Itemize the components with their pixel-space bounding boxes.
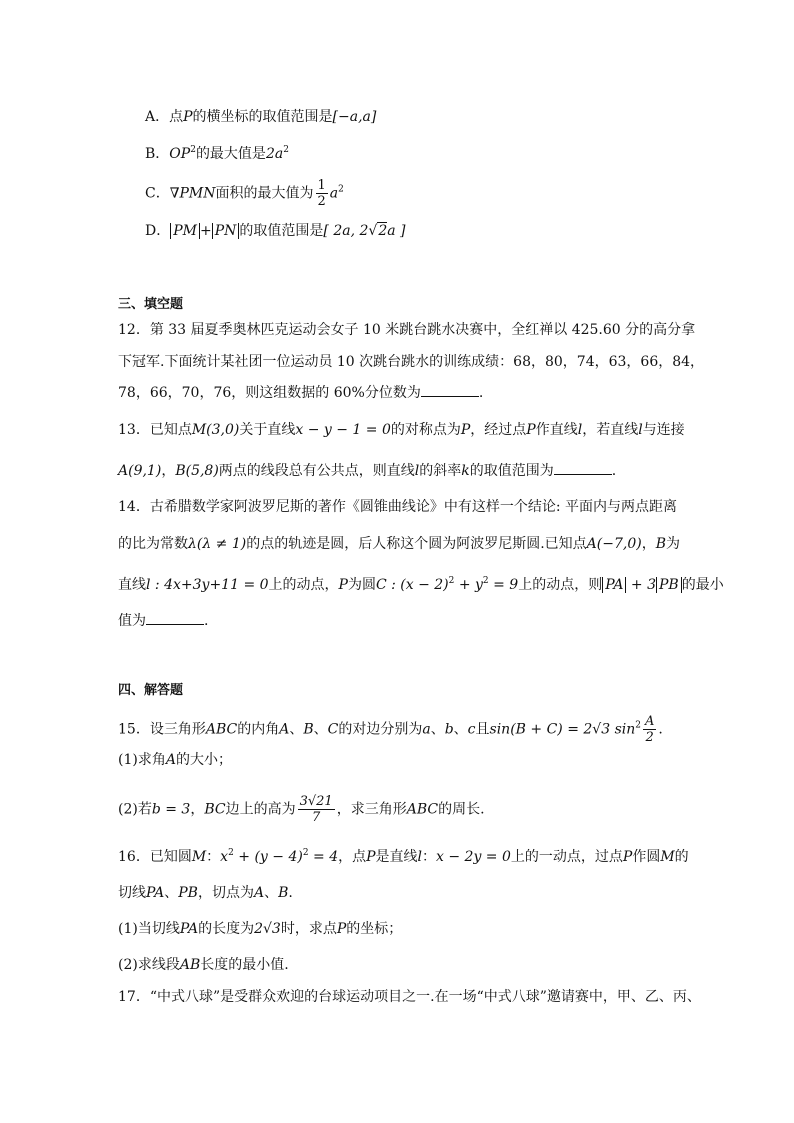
q14-line2: 的比为常数λ(λ ≠ 1)的点的轨迹是圆，后人称这个圆为阿波罗尼斯圆.已知点A(−7,0)，B为 <box>118 536 680 552</box>
answer-blank[interactable] <box>421 384 479 397</box>
q12-line3: 78，66，70，76，则这组数据的 60%分位数为 . <box>118 385 484 401</box>
q14-line1: 14．古希腊数学家阿波罗尼斯的著作《圆锥曲线论》中有这样一个结论: 平面内与两点距离 <box>118 499 677 515</box>
q13-line1: 13．已知点M(3,0)关于直线x − y − 1 = 0的对称点为P，经过点P作直线l，若直线l与连接 <box>118 422 685 438</box>
fraction: $\frac{3√21}{7}$ <box>299 794 333 825</box>
option-c[interactable]: C．∇PMN面积的最大值为 $\frac{1}{2}$ $a^2$ <box>145 178 344 209</box>
fraction: $\frac{1}{2}$ <box>317 178 326 209</box>
q13-line2: A(9,1)，B(5,8)两点的线段总有公共点，则直线l的斜率k的取值范围为 . <box>118 463 617 479</box>
q12-line2: 下冠军.下面统计某社团一位运动员 10 次跳台跳水的训练成绩：68，80，74，63，66，84， <box>118 354 705 370</box>
option-b[interactable]: B．$OP^2$的最大值是$2a^2$ <box>145 145 289 162</box>
q15-line1: 15．设三角形ABC的内角A、B、C的对边分别为a、b、c且sin(B + C) = 2√3 $\sin^2$ $\frac{A}{2}$ . <box>118 714 663 745</box>
q16-line2: 切线PA、PB，切点为A、B. <box>118 885 293 901</box>
answer-blank[interactable] <box>554 462 612 475</box>
q14-line3: 直线l : 4x+3y+11 = 0上的动点，P为圆C : $(x - 2)^2 + y^2 = 9$上的动点，则 PA + 3 PB 的最小 <box>118 576 724 593</box>
q15-part2: (2)若b = 3，BC边上的高为 $\frac{3√21}{7}$ ，求三角形ABC的周长. <box>118 794 485 825</box>
q16-part1: (1)当切线PA的长度为2√3时，求点P的坐标； <box>118 921 403 937</box>
fraction: $\frac{A}{2}$ <box>644 714 655 745</box>
section-title-answer: 四、解答题 <box>118 683 184 698</box>
q16-part2: (2)求线段AB长度的最小值. <box>118 957 289 973</box>
option-a[interactable]: A．点P的横坐标的取值范围是[−a,a] <box>145 109 377 125</box>
q12-line1: 12．第 33 届夏季奥林匹克运动会女子 10 米跳台跳水决赛中，全红禅以 425.60 分的高分拿 <box>118 322 696 338</box>
q16-line1: 16．已知圆M：$x^2 + (y - 4)^2 = 4$，点P是直线l：x − 2y = 0上的一动点，过点P作圆M的 <box>118 848 689 865</box>
q15-part1: (1)求角A的大小； <box>118 752 232 768</box>
q14-line4: 值为 . <box>118 613 209 629</box>
option-d[interactable]: D． PM + PN 的取值范围是[ 2a, 2√2a ] <box>145 223 406 239</box>
q17-line1: 17．“中式八球”是受群众欢迎的台球运动项目之一.在一场“中式八球”邀请赛中，甲、乙、丙、 <box>118 989 701 1005</box>
answer-blank[interactable] <box>146 612 204 625</box>
section-title-fill-in: 三、填空题 <box>118 297 184 312</box>
